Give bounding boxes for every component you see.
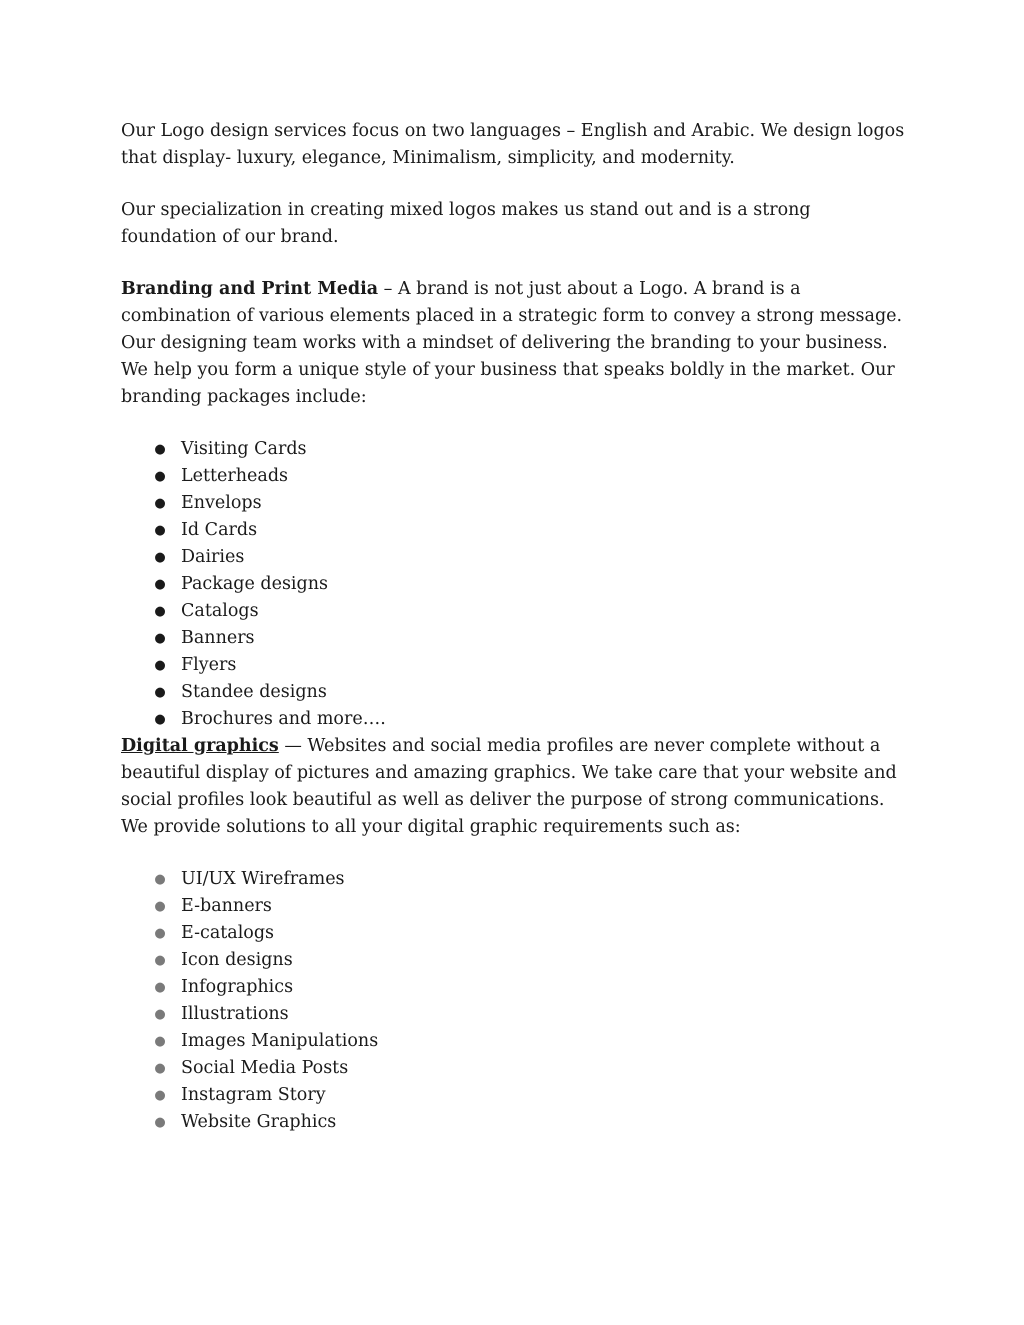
- list-item: ● Id Cards: [121, 517, 911, 544]
- bullet-icon: ●: [154, 1115, 166, 1130]
- bullet-icon: ●: [154, 550, 166, 565]
- list-item: ● UI/UX Wireframes: [121, 866, 911, 893]
- bullet-icon: ●: [154, 712, 166, 727]
- intro-paragraph: Our Logo design services focus on two languages – English and Arabic. We design logos that display- luxury, elegance, Minimalism, simplicity, and modernity.: [121, 121, 905, 168]
- branding-text: – A brand is not just about a Logo. A brand is a combination of various elements placed in a strategic form to convey a strong message. Our designing team works with a mindset of delivering the branding to your business. We help you form a unique style of your business that speaks boldly in the market. Our branding packages include:: [121, 279, 903, 407]
- bullet-icon: ●: [154, 658, 166, 673]
- list-item: ● E-banners: [121, 893, 911, 920]
- bullet-icon: ●: [154, 604, 166, 619]
- digital-text: — Websites and social media profiles are never complete without a beautiful display of pictures and amazing graphics. We take care that your website and social profiles look beautiful as well as deliver the purpose of strong communications. We provide solutions to all your digital graphic requirements such as:: [121, 736, 897, 837]
- bullet-icon: ●: [154, 953, 166, 968]
- bullet-icon: ●: [154, 1007, 166, 1022]
- bullet-icon: ●: [154, 631, 166, 646]
- list-item: ● Package designs: [121, 571, 911, 598]
- bullet-icon: ●: [154, 442, 166, 457]
- list-item: ● Instagram Story: [121, 1082, 911, 1109]
- list-item: ● Infographics: [121, 974, 911, 1001]
- specialization-paragraph: Our specialization in creating mixed logos makes us stand out and is a strong foundation of our brand.: [121, 200, 811, 247]
- bullet-icon: ●: [154, 980, 166, 995]
- digital-paragraph: [121, 733, 911, 841]
- list-item: ● Website Graphics: [121, 1109, 911, 1136]
- list-item: ● Social Media Posts: [121, 1055, 911, 1082]
- list-item: ● Images Manipulations: [121, 1028, 911, 1055]
- bullet-icon: ●: [154, 469, 166, 484]
- document-page: [121, 118, 911, 1136]
- bullet-icon: ●: [154, 523, 166, 538]
- list-item: ● Letterheads: [121, 463, 911, 490]
- bullet-icon: ●: [154, 1088, 166, 1103]
- branding-list: [121, 436, 911, 733]
- list-item: ● Icon designs: [121, 947, 911, 974]
- list-item: ● Banners: [121, 625, 911, 652]
- list-item: ● Catalogs: [121, 598, 911, 625]
- bullet-icon: ●: [154, 899, 166, 914]
- list-item: ● Flyers: [121, 652, 911, 679]
- list-item: ● Brochures and more….: [121, 706, 911, 733]
- bullet-icon: ●: [154, 1034, 166, 1049]
- list-item: ● E-catalogs: [121, 920, 911, 947]
- bullet-icon: ●: [154, 577, 166, 592]
- branding-heading: Branding and Print Media: [121, 279, 379, 299]
- list-item: ● Illustrations: [121, 1001, 911, 1028]
- list-item: ● Standee designs: [121, 679, 911, 706]
- bullet-icon: ●: [154, 926, 166, 941]
- bullet-icon: ●: [154, 872, 166, 887]
- digital-heading: Digital graphics: [121, 736, 279, 756]
- bullet-icon: ●: [154, 685, 166, 700]
- bullet-icon: ●: [154, 1061, 166, 1076]
- digital-list: [121, 866, 911, 1136]
- list-item: ● Envelops: [121, 490, 911, 517]
- branding-paragraph: [121, 276, 911, 411]
- list-item: ● Visiting Cards: [121, 436, 911, 463]
- list-item: ● Dairies: [121, 544, 911, 571]
- bullet-icon: ●: [154, 496, 166, 511]
